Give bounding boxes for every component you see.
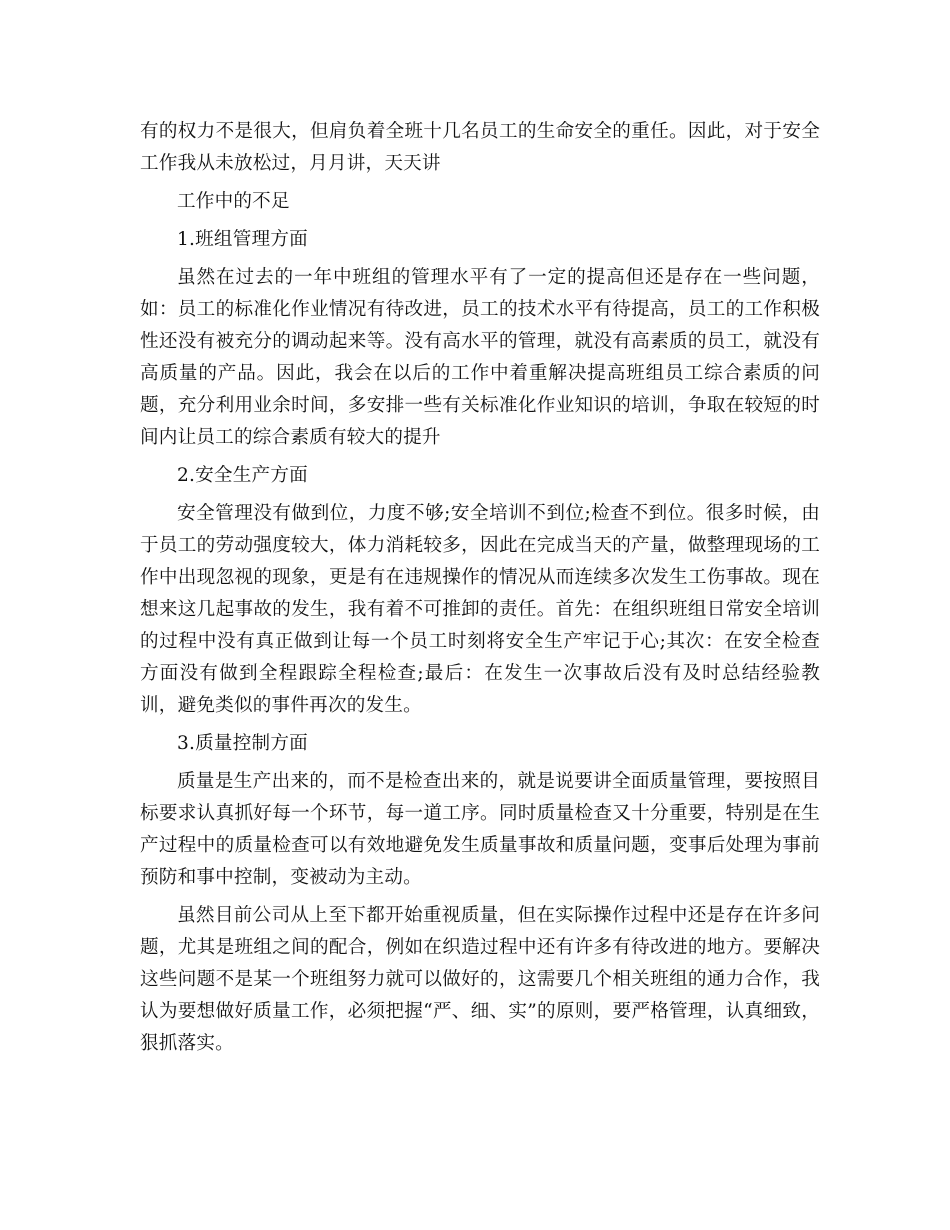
- section-heading-shortcomings: 工作中的不足: [177, 191, 290, 212]
- subheading-team-management: 1.班组管理方面: [177, 229, 308, 250]
- subheading-safety-production: 2.安全生产方面: [177, 465, 308, 486]
- paragraph-safety-production: 安全管理没有做到位，力度不够;安全培训不到位;检查不到位。很多时候，由于员工的劳动强度较大，体力消耗较多，因此在完成当天的产量，做整理现场的工作中出现忽视的现象，更是有在违规操作的情况从而连续多次发生工伤事故。现在想来这几起事故的发生，我有着不可推卸的责任。首先：在组织班组日常安全培训的过程中没有真正做到让每一个员工时刻将安全生产牢记于心;其次：在安全检查方面没有做到全程跟踪全程检查;最后：在发生一次事故后没有及时总结经验教训，避免类似的事件再次的发生。: [140, 503, 820, 716]
- paragraph-quality-control: 质量是生产出来的，而不是检查出来的，就是说要讲全面质量管理，要按照目标要求认真抓好每一个环节，每一道工序。同时质量检查又十分重要，特别是在生产过程中的质量检查可以有效地避免发生质量事故和质量问题，变事后处理为事前预防和事中控制，变被动为主动。: [140, 771, 820, 888]
- paragraph-quality-cooperation: 虽然目前公司从上至下都开始重视质量，但在实际操作过程中还是存在许多问题，尤其是班组之间的配合，例如在织造过程中还有许多有待改进的地方。要解决这些问题不是某一个班组努力就可以做好的，这需要几个相关班组的通力合作，我认为要想做好质量工作，必须把握“严、细、实”的原则，要严格管理，认真细致，狠抓落实。: [140, 905, 820, 1054]
- paragraph-safety-responsibility: 有的权力不是很大，但肩负着全班十几名员工的生命安全的重任。因此，对于安全工作我从未放松过，月月讲，天天讲: [140, 121, 820, 174]
- paragraph-team-management: 虽然在过去的一年中班组的管理水平有了一定的提高但还是存在一些问题，如：员工的标准化作业情况有待改进，员工的技术水平有待提高，员工的工作积极性还没有被充分的调动起来等。没有高水平的管理，就没有高素质的员工，就没有高质量的产品。因此，我会在以后的工作中着重解决提高班组员工综合素质的问题，充分利用业余时间，多安排一些有关标准化作业知识的培训，争取在较短的时间内让员工的综合素质有较大的提升: [140, 267, 820, 448]
- subheading-quality-control: 3.质量控制方面: [177, 733, 308, 754]
- document-body: [140, 116, 820, 1066]
